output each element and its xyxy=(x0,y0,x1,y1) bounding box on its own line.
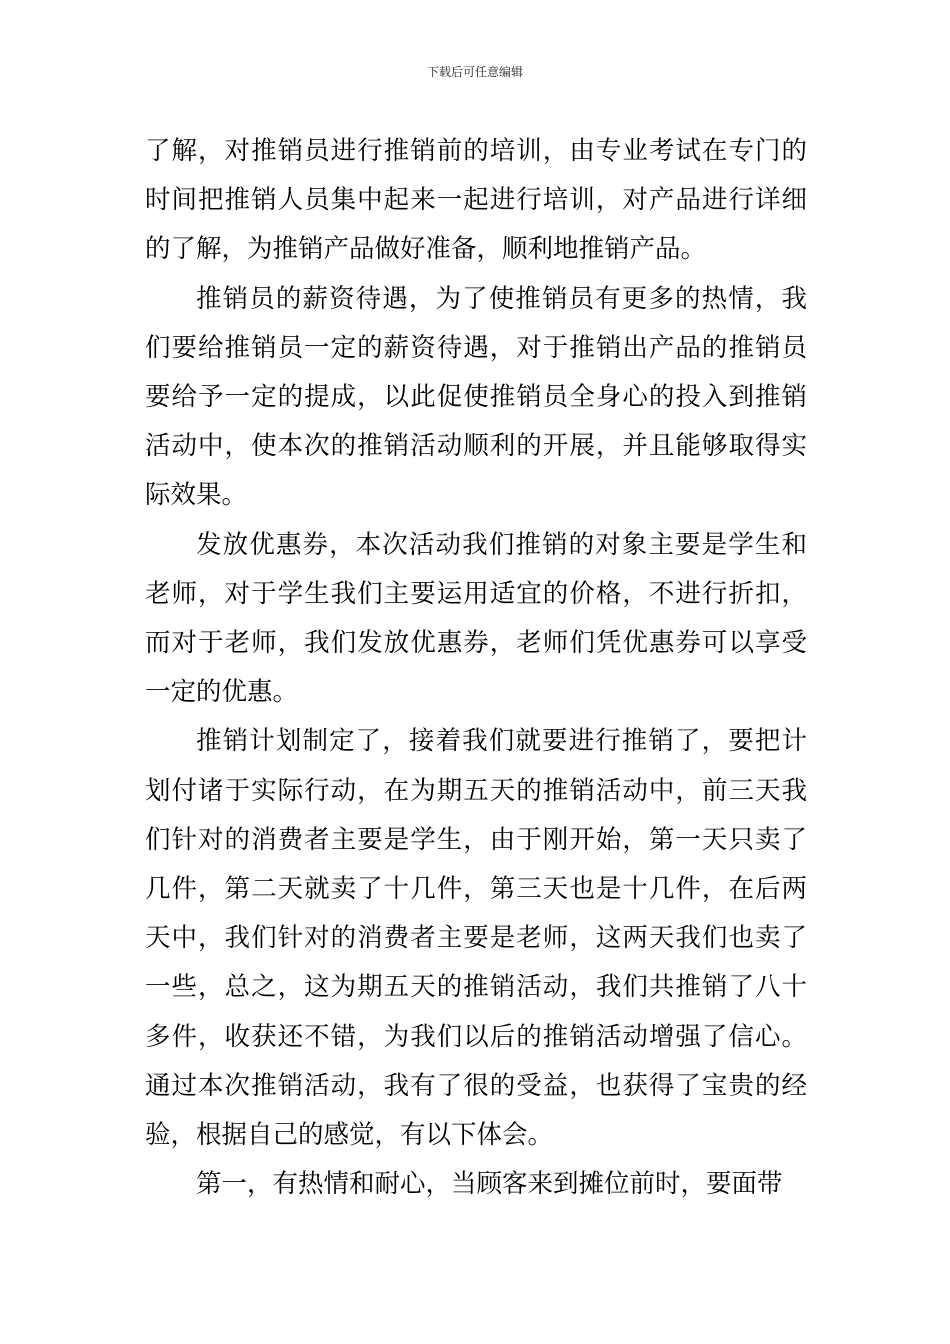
page-header-note: 下载后可任意编辑 xyxy=(426,65,523,79)
paragraph-sales-plan: 推销计划制定了，接着我们就要进行推销了，要把计划付诸于实际行动，在为期五天的推销活动中，前三天我们针对的消费者主要是学生，由于刚开始，第一天只卖了几件，第二天就卖了十几件，第三天也是十几件，在后两天中，我们针对的消费者主要是老师，这两天我们也卖了一些，总之，这为期五天的推销活动，我们共推销了八十多件，收获还不错，为我们以后的推销活动增强了信心。通过本次推销活动，我有了很的受益，也获得了宝贵的经验，根据自己的感觉，有以下体会。 xyxy=(145,726,807,1151)
paragraph-salary: 推销员的薪资待遇，为了使推销员有更多的热情，我们要给推销员一定的薪资待遇，对于推销出产品的推销员要给予一定的提成，以此促使推销员全身心的投入到推销活动中，使本次的推销活动顺利的开展，并且能够取得实际效果。 xyxy=(145,283,807,511)
document-body xyxy=(145,127,807,1209)
paragraph-first-point: 第一，有热情和耐心，当顾客来到摊位前时，要面带 xyxy=(196,1169,783,1200)
paragraph-coupons: 发放优惠券，本次活动我们推销的对象主要是学生和老师，对于学生我们主要运用适宜的价格，不进行折扣，而对于老师，我们发放优惠券，老师们凭优惠券可以享受一定的优惠。 xyxy=(145,529,807,708)
paragraph-training: 了解，对推销员进行推销前的培训，由专业考试在专门的时间把推销人员集中起来一起进行培训，对产品进行详细的了解，为推销产品做好准备，顺利地推销产品。 xyxy=(145,136,807,265)
